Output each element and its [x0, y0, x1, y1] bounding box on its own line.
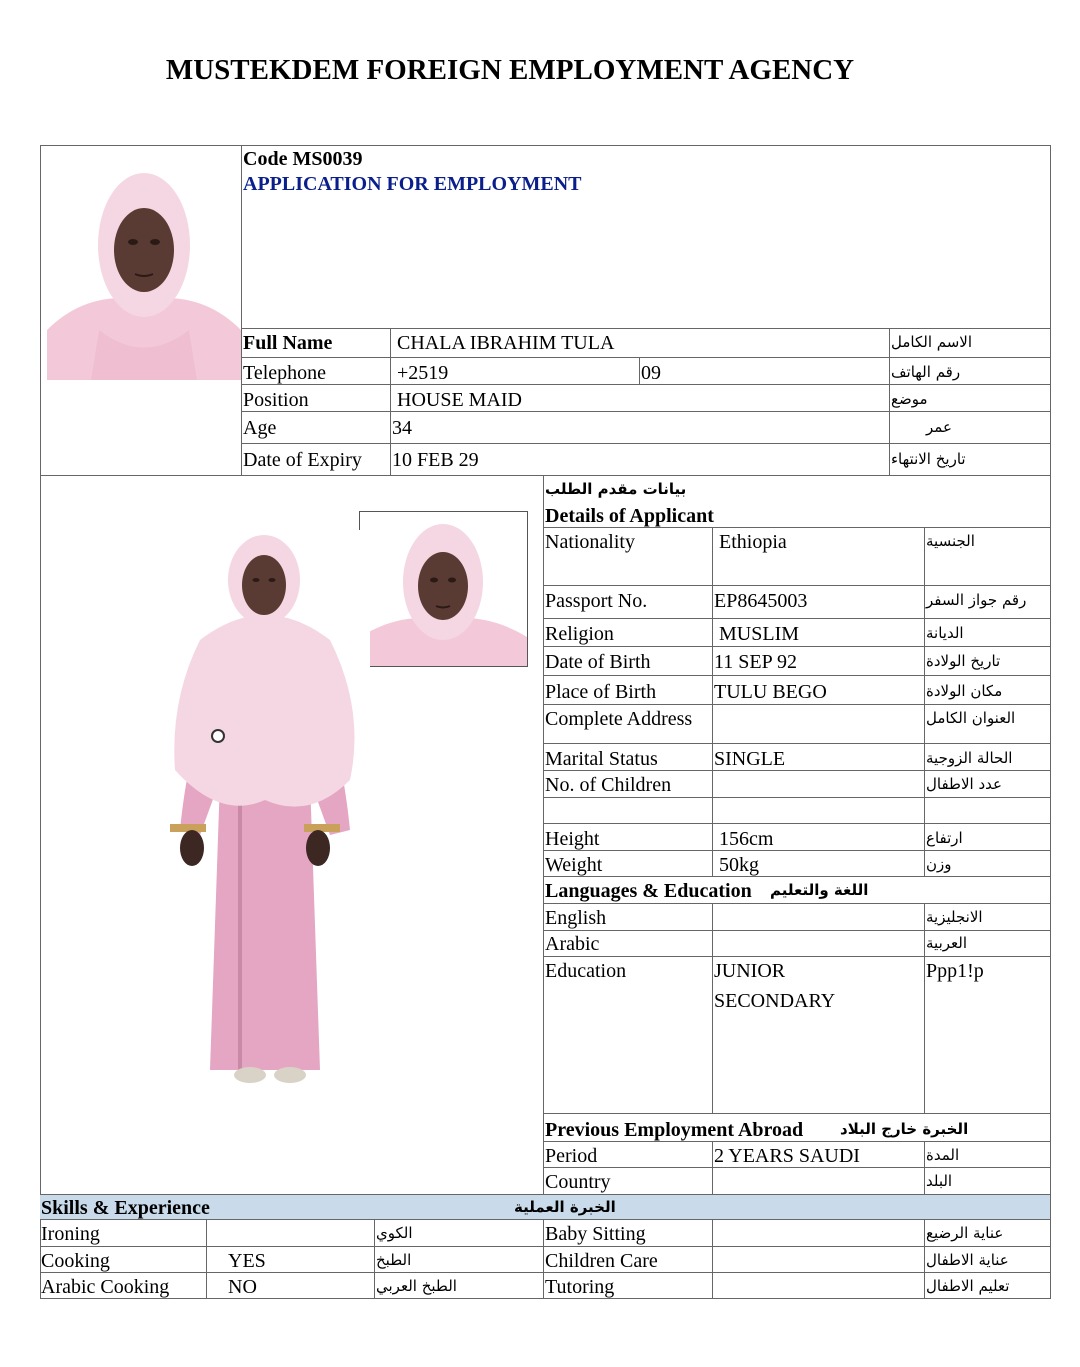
marital-value: SINGLE [714, 748, 786, 770]
marital-label: Marital Status [545, 748, 658, 770]
position-value: HOUSE MAID [397, 389, 522, 411]
agency-title: MUSTEKDEM FOREIGN EMPLOYMENT AGENCY [165, 54, 855, 86]
marital-arabic: الحالة الزوجية [926, 749, 1013, 767]
skill-cooking-label: Cooking [41, 1250, 110, 1272]
full-name-value: CHALA IBRAHIM TULA [397, 332, 615, 354]
age-label: Age [243, 417, 277, 439]
passport-label: Passport No. [545, 590, 648, 612]
nationality-label: Nationality [545, 531, 635, 553]
languages-heading: Languages & Education [545, 880, 752, 902]
country-arabic: البلد [926, 1172, 953, 1190]
passport-arabic: رقم جواز السفر [926, 591, 1027, 609]
expiry-value: 10 FEB 29 [392, 449, 479, 471]
period-label: Period [545, 1145, 598, 1167]
dob-arabic: تاريخ الولادة [926, 652, 1001, 670]
pob-value: TULU BEGO [714, 681, 827, 703]
telephone-arabic: رقم الهاتف [891, 363, 961, 381]
skill-baby-sitting-arabic: عناية الرضيع [926, 1224, 1004, 1242]
pob-label: Place of Birth [545, 681, 657, 703]
skill-tutoring-arabic: تعليم الاطفال [926, 1277, 1010, 1295]
previous-employment-heading: Previous Employment Abroad [545, 1119, 804, 1141]
skill-cooking-value: YES [228, 1250, 266, 1272]
height-label: Height [545, 828, 600, 850]
pob-arabic: مكان الولادة [926, 682, 1003, 700]
english-label: English [545, 907, 607, 929]
dob-value: 11 SEP 92 [714, 651, 797, 673]
applicant-passport-photo [359, 511, 528, 667]
dob-label: Date of Birth [545, 651, 651, 673]
skill-children-care-label: Children Care [545, 1250, 658, 1272]
skill-arabic-cooking-value: NO [228, 1276, 257, 1298]
skill-children-care-arabic: عناية الاطفال [926, 1251, 1009, 1269]
skill-ironing-label: Ironing [41, 1223, 100, 1245]
passport-value: EP8645003 [714, 590, 808, 612]
nationality-arabic: الجنسية [926, 532, 975, 550]
education-value-line1: JUNIOR [714, 960, 786, 982]
weight-label: Weight [545, 854, 603, 876]
skills-heading-arabic: الخبرة العملية [514, 1198, 616, 1216]
age-value: 34 [392, 417, 412, 439]
height-value: 156cm [719, 828, 774, 850]
arabic-arabic: العربية [926, 934, 967, 952]
expiry-arabic: تاريخ الانتهاء [891, 450, 966, 468]
education-right-text: Ppp1!p [926, 960, 984, 982]
height-arabic: ارتفاع [926, 829, 963, 847]
telephone-value: +2519 [397, 362, 449, 384]
address-label: Complete Address [545, 708, 693, 730]
skill-baby-sitting-label: Baby Sitting [545, 1223, 646, 1245]
period-arabic: المدة [926, 1146, 960, 1164]
weight-value: 50kg [719, 854, 759, 876]
skill-arabic-cooking-label: Arabic Cooking [41, 1276, 170, 1298]
skill-arabic-cooking-arabic: الطبخ العربي [376, 1277, 457, 1295]
address-arabic: العنوان الكامل [926, 709, 1016, 727]
nationality-value: Ethiopia [719, 531, 787, 553]
applicant-portrait-photo [47, 150, 241, 380]
skills-heading: Skills & Experience [41, 1197, 210, 1219]
skill-tutoring-label: Tutoring [545, 1276, 615, 1298]
children-arabic: عدد الاطفال [926, 775, 1002, 793]
age-arabic: عمر [926, 418, 952, 436]
country-label: Country [545, 1171, 611, 1193]
religion-arabic: الديانة [926, 624, 964, 642]
religion-value: MUSLIM [719, 623, 800, 645]
code-label: Code MS0039 [243, 148, 363, 170]
applicant-full-body-photo [160, 530, 370, 1090]
languages-heading-arabic: اللغة والتعليم [770, 881, 869, 899]
previous-employment-heading-arabic: الخبرة خارج البلاد [840, 1120, 969, 1138]
details-heading-arabic: بيانات مقدم الطلب [545, 480, 687, 498]
weight-arabic: وزن [926, 855, 952, 873]
application-title: APPLICATION FOR EMPLOYMENT [243, 173, 582, 195]
skill-cooking-arabic: الطبخ [376, 1251, 412, 1269]
expiry-label: Date of Expiry [243, 449, 362, 471]
education-value-line2: SECONDARY [714, 990, 836, 1012]
details-heading: Details of Applicant [545, 505, 714, 527]
religion-label: Religion [545, 623, 614, 645]
education-label: Education [545, 960, 627, 982]
arabic-label: Arabic [545, 933, 600, 955]
english-arabic: الانجليزية [926, 908, 983, 926]
children-label: No. of Children [545, 774, 672, 796]
telephone-label: Telephone [243, 362, 327, 384]
full-name-arabic: الاسم الكامل [891, 333, 973, 351]
skill-ironing-arabic: الكوي [376, 1224, 413, 1242]
period-value: 2 YEARS SAUDI [714, 1145, 860, 1167]
full-name-label: Full Name [243, 332, 333, 354]
position-label: Position [243, 389, 309, 411]
telephone-extension: 09 [641, 362, 661, 384]
position-arabic: موضع [891, 390, 928, 408]
